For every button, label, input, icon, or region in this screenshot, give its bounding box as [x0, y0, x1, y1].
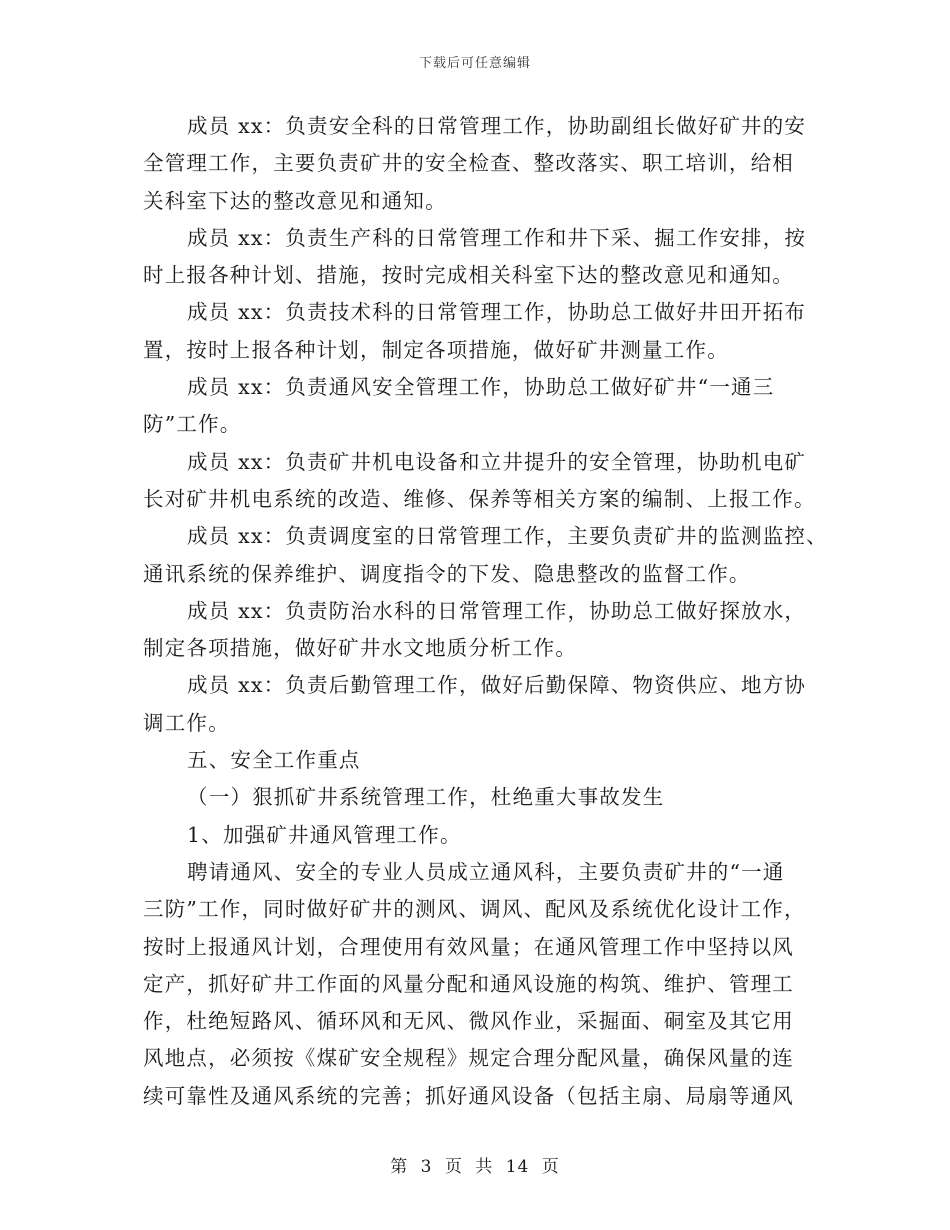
paragraph-line: 续可靠性及通风系统的完善；抓好通风设备（包括主扇、局扇等通风: [143, 1083, 794, 1108]
subsection-heading: （一）狠抓矿井系统管理工作，杜绝重大事故发生: [187, 785, 665, 810]
paragraph-line: 成员 xx：负责矿井机电设备和立井提升的安全管理，协助机电矿: [187, 449, 807, 474]
paragraph-line: 成员 xx：负责调度室的日常管理工作，主要负责矿井的监测监控、: [187, 524, 828, 549]
paragraph-line: 聘请通风、安全的专业人员成立通风科，主要负责矿井的“一通: [187, 859, 785, 884]
paragraph-line: 时上报各种计划、措施，按时完成相关科室下达的整改意见和通知。: [143, 263, 794, 288]
paragraph-line: 三防”工作，同时做好矿井的测风、调风、配风及系统优化设计工作，: [143, 897, 806, 922]
paragraph-line: 风地点，必须按《煤矿安全规程》规定合理分配风量，确保风量的连: [143, 1046, 794, 1071]
paragraph-line: 长对矿井机电系统的改造、维修、保养等相关方案的编制、上报工作。: [143, 486, 816, 511]
section-heading: 五、安全工作重点: [187, 748, 361, 773]
paragraph-line: 成员 xx：负责安全科的日常管理工作，协助副组长做好矿井的安: [187, 114, 807, 138]
paragraph-line: 成员 xx：负责生产科的日常管理工作和井下采、掘工作安排，按: [187, 225, 807, 250]
paragraph-line: 置，按时上报各种计划，制定各项措施，做好矿井测量工作。: [143, 337, 729, 362]
document-body: [143, 108, 828, 1115]
paragraph-line: 防”工作。: [143, 412, 242, 437]
paragraph-line: 制定各项措施，做好矿井水文地质分析工作。: [143, 636, 577, 661]
paragraph-line: 调工作。: [143, 710, 230, 735]
paragraph-line: 成员 xx：负责技术科的日常管理工作，协助总工做好井田开拓布: [187, 300, 807, 325]
page-number-footer: 第 3 页 共 14 页: [390, 1157, 560, 1177]
paragraph-line: 关科室下达的整改意见和通知。: [143, 188, 447, 213]
paragraph-line: 成员 xx：负责后勤管理工作，做好后勤保障、物资供应、地方协: [187, 673, 807, 698]
paragraph-line: 作，杜绝短路风、循环风和无风、微风作业，采掘面、硐室及其它用: [143, 1009, 794, 1034]
paragraph-line: 全管理工作，主要负责矿井的安全检查、整改落实、职工培训，给相: [143, 151, 794, 176]
paragraph-line: 成员 xx：负责防治水科的日常管理工作，协助总工做好探放水，: [187, 598, 807, 623]
paragraph-line: 成员 xx：负责通风安全管理工作，协助总工做好矿井“一通三: [187, 375, 775, 400]
item-heading: 1、加强矿井通风管理工作。: [187, 822, 462, 847]
page-header: 下载后可任意编辑: [418, 56, 531, 71]
paragraph-line: 通讯系统的保养维护、调度指令的下发、隐患整改的监督工作。: [143, 561, 751, 586]
paragraph-line: 定产，抓好矿井工作面的风量分配和通风设施的构筑、维护、管理工: [143, 971, 794, 996]
paragraph-line: 按时上报通风计划，合理使用有效风量；在通风管理工作中坚持以风: [143, 934, 794, 959]
